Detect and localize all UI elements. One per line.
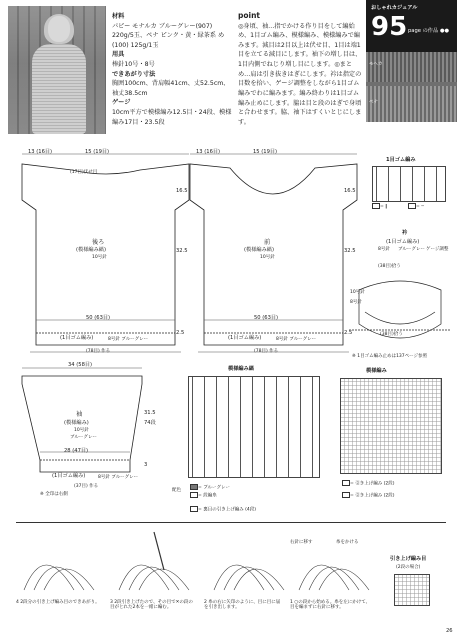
tools-heading: 用具 (112, 51, 125, 59)
model-photo (8, 6, 106, 134)
pattern-legend-1: = 引き上げ編み (2段) (342, 480, 395, 487)
front-count: (78目) 作る (254, 349, 279, 354)
front-width-top: 13 (16目) (196, 149, 221, 155)
yarn-swatch (366, 52, 457, 122)
gauge-heading: ゲージ (112, 99, 131, 107)
sleeve-needle: 10号針 (74, 428, 89, 433)
rib-chart-title: 1目ゴム編み (386, 157, 416, 163)
collar-subtitle: (1目ゴム編み) (386, 239, 420, 245)
back-pattern: (模様編み縞) (76, 247, 106, 253)
stripe-chart-grid (188, 376, 320, 478)
front-title: 前 (264, 239, 271, 246)
collar-note: ゲージ調整 (426, 247, 449, 252)
back-h3: 2.5 (176, 330, 185, 336)
collar-caption: ※ 1目ゴム編み止めは137ページ参照 (352, 354, 428, 359)
back-h1: 16.5 (176, 188, 188, 194)
banner-series: おしゃれカジュアル (371, 5, 418, 11)
divider (16, 522, 446, 523)
back-title: 後ろ (92, 239, 105, 246)
materials-text: パピー モナルカ ブルーグレー(907) 220g/5玉、ペナ ピンク・黄・緑茶系 め(100) 125g/1玉 (112, 22, 225, 49)
front-width-bot: 50 (63目) (254, 315, 279, 321)
sleeve-width-top: 34 (58目) (68, 362, 93, 368)
page-number: 26 (446, 628, 453, 634)
sleeve-width-bot: 28 (47目) (64, 448, 89, 454)
sleeve-diagram (0, 360, 185, 490)
back-width-bot: 50 (63目) (86, 315, 111, 321)
size-text: 胸囲100cm、背肩幅41cm、丈52.5cm、袖丈38.5cm (112, 80, 230, 97)
banner-number: 95 (371, 12, 408, 42)
collar-title: 衿 (402, 230, 408, 236)
step-right-title: 引き上げ編み目 (390, 556, 427, 562)
step3-illustration (119, 532, 189, 590)
sleeve-rib: (1目ゴム編み) (52, 473, 86, 479)
sleeve-h2: 74段 (144, 420, 156, 426)
sleeve-pattern: (模様編み) (64, 420, 89, 426)
step-label-b: 糸をかける (336, 540, 359, 545)
front-h2: 32.5 (344, 248, 356, 254)
front-rib: (1目ゴム編み) (228, 335, 262, 341)
pattern-chart-grid (340, 378, 442, 474)
point-block (238, 10, 362, 127)
rib-chart-grid (372, 166, 446, 202)
collar-color: ブルーグレー (398, 247, 425, 252)
front-width-mid: 15 (19目) (253, 149, 278, 155)
point-text: ◎身頃、袖…指でかける作り目をして編始め、1目ゴム編み、模様編み、模様編みで編みます。減目は2目以上は伏せ目、1目は端1目を立てる減目にします。袖下の増し目は、1目内側でねじり増し目にします。◎まとめ…肩は引き抜きはぎにします。衿は指定の目数を拾い、ゲージ調整をしながら1目ゴム編みでわに編みます。編み終わりは1目ゴム編み止めにします。脇は目と段のはぎで身頃と合わせます。脇、袖下はすくいとじにします。 (238, 22, 362, 126)
tools-text: 棒針10号・8号 (112, 61, 155, 69)
step1-illustration (299, 565, 369, 590)
back-width-mid: 15 (19目) (85, 149, 110, 155)
stripe-legend-1: = ブルーグレー (190, 484, 230, 491)
sleeve-color: ブルーグレー (70, 435, 97, 440)
point-heading: point (238, 11, 261, 20)
front-rib-note: 8号針 ブルーグレー (276, 337, 317, 342)
step4-text: 4 2段分の引き上げ編み目のできあがり。 (16, 600, 100, 605)
sleeve-title: 袖 (76, 411, 83, 418)
stripe-legend-2: = 段編糸 (190, 492, 217, 499)
back-rib-note: 8号針 ブルーグレー (108, 337, 149, 342)
front-pattern: (模様編み縞) (244, 247, 274, 253)
pattern-chart-title: 模様編み (366, 368, 387, 374)
page-banner (366, 0, 457, 52)
pattern-legend-2: = 引き上げ編み (2段) (342, 492, 395, 499)
back-width-top: 13 (16目) (28, 149, 53, 155)
materials-heading: 材料 (112, 13, 125, 20)
back-shoulder: (17目)伏せ目 (70, 170, 98, 175)
sleeve-h1: 31.5 (144, 410, 156, 416)
collar-needle: 8号針 (378, 247, 390, 252)
step1-text: 1 ○の段から始める。糸を左にかけて、目を編まずに右針に移す。 (290, 600, 371, 611)
step2-illustration (214, 565, 284, 590)
gauge-text: 10cm平方で模様編み12.5目・24段、模様編み17目・23.5段 (112, 109, 232, 126)
back-needle: 10号針 (92, 255, 107, 260)
front-h3: 2.5 (344, 330, 353, 336)
stripe-chart-title: 模様編み縞 (228, 366, 254, 372)
stripe-legend-title: 配色 (172, 488, 181, 493)
front-h1: 16.5 (344, 188, 356, 194)
front-needle: 10号針 (260, 255, 275, 260)
sleeve-h3: 3 (144, 462, 148, 468)
collar-note2: (38目)拾う (378, 264, 401, 269)
back-h2: 32.5 (176, 248, 188, 254)
collar-note4: 10号針 (350, 290, 365, 295)
step-right-sub: (2段の場合) (396, 565, 421, 570)
swatch-bottom-label: ペナ (369, 100, 378, 105)
rib-legend-1: = ‖ (372, 203, 387, 210)
banner-suffix: page の作品 ●● (408, 28, 449, 34)
step-label-a: 右針に移す (290, 540, 313, 545)
back-count: (78目) 作る (86, 349, 111, 354)
back-rib: (1目ゴム編み) (60, 335, 94, 341)
step-illustrations (14, 530, 374, 596)
step4-illustration (24, 565, 94, 590)
step-right-grid (394, 574, 430, 606)
rib-legend-2: = ─ (408, 203, 424, 210)
size-heading: できあがり寸法 (112, 70, 156, 78)
step2-text: 2 糸の右に矢印のように、目に目に届を引き出します。 (204, 600, 281, 611)
sleeve-note: ※ 全印は右側 (40, 492, 68, 497)
materials-block (112, 12, 232, 127)
stripe-legend-3: = 裏目の引き上げ編み (4段) (190, 506, 256, 513)
collar-note5: 8号針 (350, 300, 362, 305)
sleeve-rib-note: 8号針 ブルーグレー (98, 475, 139, 480)
sleeve-count: (37目) 作る (74, 484, 99, 489)
swatch-top-label: モヘカ (369, 62, 383, 67)
collar-note3: (38目)拾う (380, 332, 403, 337)
step3-text: 3 2段引き上げたので、その目で✕の段の目がとれた2本を一緒に編む。 (110, 600, 193, 611)
